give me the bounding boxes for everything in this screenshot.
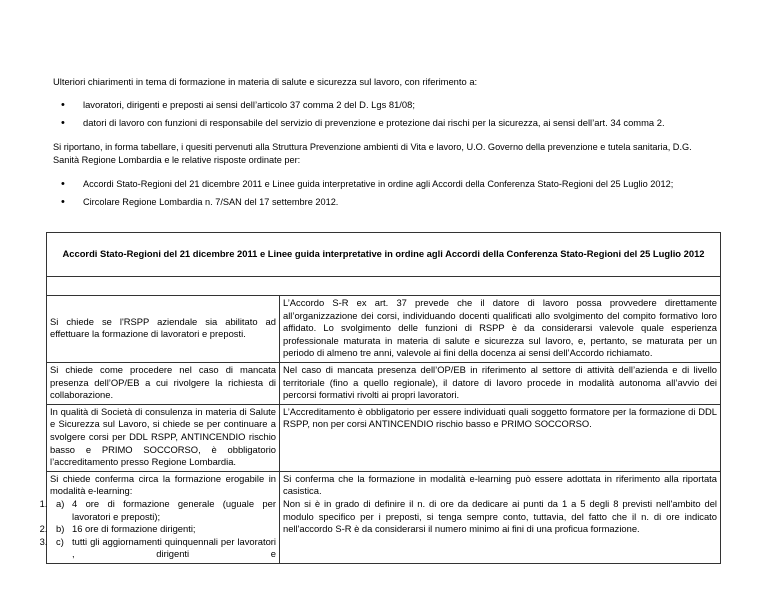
question-intro: Si chiede conferma circa la formazione erogabile in modalità e-learning: [50, 472, 276, 497]
intro-paragraph: Ulteriori chiarimenti in tema di formazione in materia di salute e sicurezza sul lavoro, con riferimento a: [53, 76, 478, 87]
table-spacer-row [47, 277, 721, 296]
item-text: 16 ore di formazione dirigenti; [72, 523, 196, 535]
table-row [47, 404, 721, 471]
answer-cell [280, 471, 721, 563]
list-item: • lavoratori, dirigenti e preposti ai sensi dell’articolo 37 comma 2 del D. Lgs 81/08; [59, 99, 739, 112]
answer-cell: Nel caso di mancata presenza dell’OP/EB in riferimento al settore di attività dell’azienda e di livello territoriale (fino a quello regionale), il datore di lavoro procede in modalità autonoma all’avvio dei percorsi formativi rivolti ai propri lavoratori. [280, 362, 721, 404]
list-item: • Circolare Regione Lombardia n. 7/SAN del 17 settembre 2012. [59, 196, 749, 209]
question-cell: In qualità di Società di consulenza in materia di Salute e Sicurezza sul Lavoro, si chiede se per continuare a svolgere corsi per DDL RSPP, ANTINCENDIO rischio basso e PRIMO SOCCORSO, è obbligatorio l’accreditamento presso Regione Lombardia. [47, 404, 280, 471]
question-sublist [50, 498, 276, 561]
answer-cell: L’Accordo S-R ex art. 37 prevede che il datore di lavoro possa provvedere direttamente all’organizzazione dei corsi, individuando docenti qualificati allo svolgimento del compito formativo loro affidato. Lo svolgimento delle funzioni di RSPP è da considerarsi valevole quale esperienza professionale maturata in materia di salute e sicurezza sul lavoro, e, pertanto, se maturata per un periodo di almeno tre anni, valevole ai fini della docenza ai sensi dell’Accordo richiamato. [280, 296, 721, 363]
summary-paragraph: Si riportano, in forma tabellare, i quesiti pervenuti alla Struttura Prevenzione ambienti di Vita e lavoro, U.O. Governo della prevenzione e tutela sanitaria, D.G. Sanità Regione Lombardia e le relative risposte ordinate per: [53, 142, 692, 165]
faq-table [46, 232, 721, 564]
table-header-row [47, 233, 721, 277]
item-text: tutti gli aggiornamenti quinquennali per lavoratori , dirigenti e [72, 535, 276, 560]
list-item [50, 523, 276, 536]
item-label: 2. b) [56, 523, 65, 535]
item-text: 4 ore di formazione generale (uguale per lavoratori e preposti); [72, 497, 276, 522]
list-item: • Accordi Stato-Regioni del 21 dicembre 2011 e Linee guida interpretative in ordine agli Accordi della Conferenza Stato-Regioni del 25 Luglio 2012; [59, 178, 749, 191]
question-cell [47, 471, 280, 563]
list-item [50, 536, 276, 561]
sources-bullet-list [59, 178, 749, 214]
table-row [47, 471, 721, 563]
answer-text-continued: Non si è in grado di definire il n. di ore da dedicare ai punti da 1 a 5 degli 8 previsti nell'ambito del modulo specifico per i preposti, si tenga sempre conto, tuttavia, del fatto che il n. di ore indicato nell'accordo S-R è da considerarsi il numero minimo ai fini di una proficua formazione. [283, 497, 717, 535]
table-row [47, 362, 721, 404]
question-cell: Si chiede come procedere nel caso di mancata presenza dell’OP/EB a cui rivolgere la richiesta di collaborazione. [47, 362, 280, 404]
table-row [47, 296, 721, 363]
answer-cell: L’Accreditamento è obbligatorio per essere individuati quali soggetto formatore per la formazione di DDL RSPP, non per corsi ANTINCENDIO rischio basso e PRIMO SOCCORSO. [280, 404, 721, 471]
question-cell: Si chiede se l'RSPP aziendale sia abilitato ad effettuare la formazione di lavoratori e preposti. [47, 296, 280, 363]
intro-bullet-list [59, 99, 739, 134]
table-title: Accordi Stato-Regioni del 21 dicembre 2011 e Linee guida interpretative in ordine agli Accordi della Conferenza Stato-Regioni del 25 Luglio 2012 [47, 233, 721, 277]
item-label: 1. a) [56, 497, 65, 509]
answer-text: Si conferma che la formazione in modalità e-learning può essere adottata in riferimento alla riportata casistica. [283, 472, 717, 497]
list-item: • datori di lavoro con funzioni di responsabile del servizio di prevenzione e protezione dai rischi per la sicurezza, ai sensi dell’art. 34 comma 2. [59, 117, 739, 130]
item-label: 3. c) [56, 535, 64, 547]
list-item [50, 498, 276, 523]
